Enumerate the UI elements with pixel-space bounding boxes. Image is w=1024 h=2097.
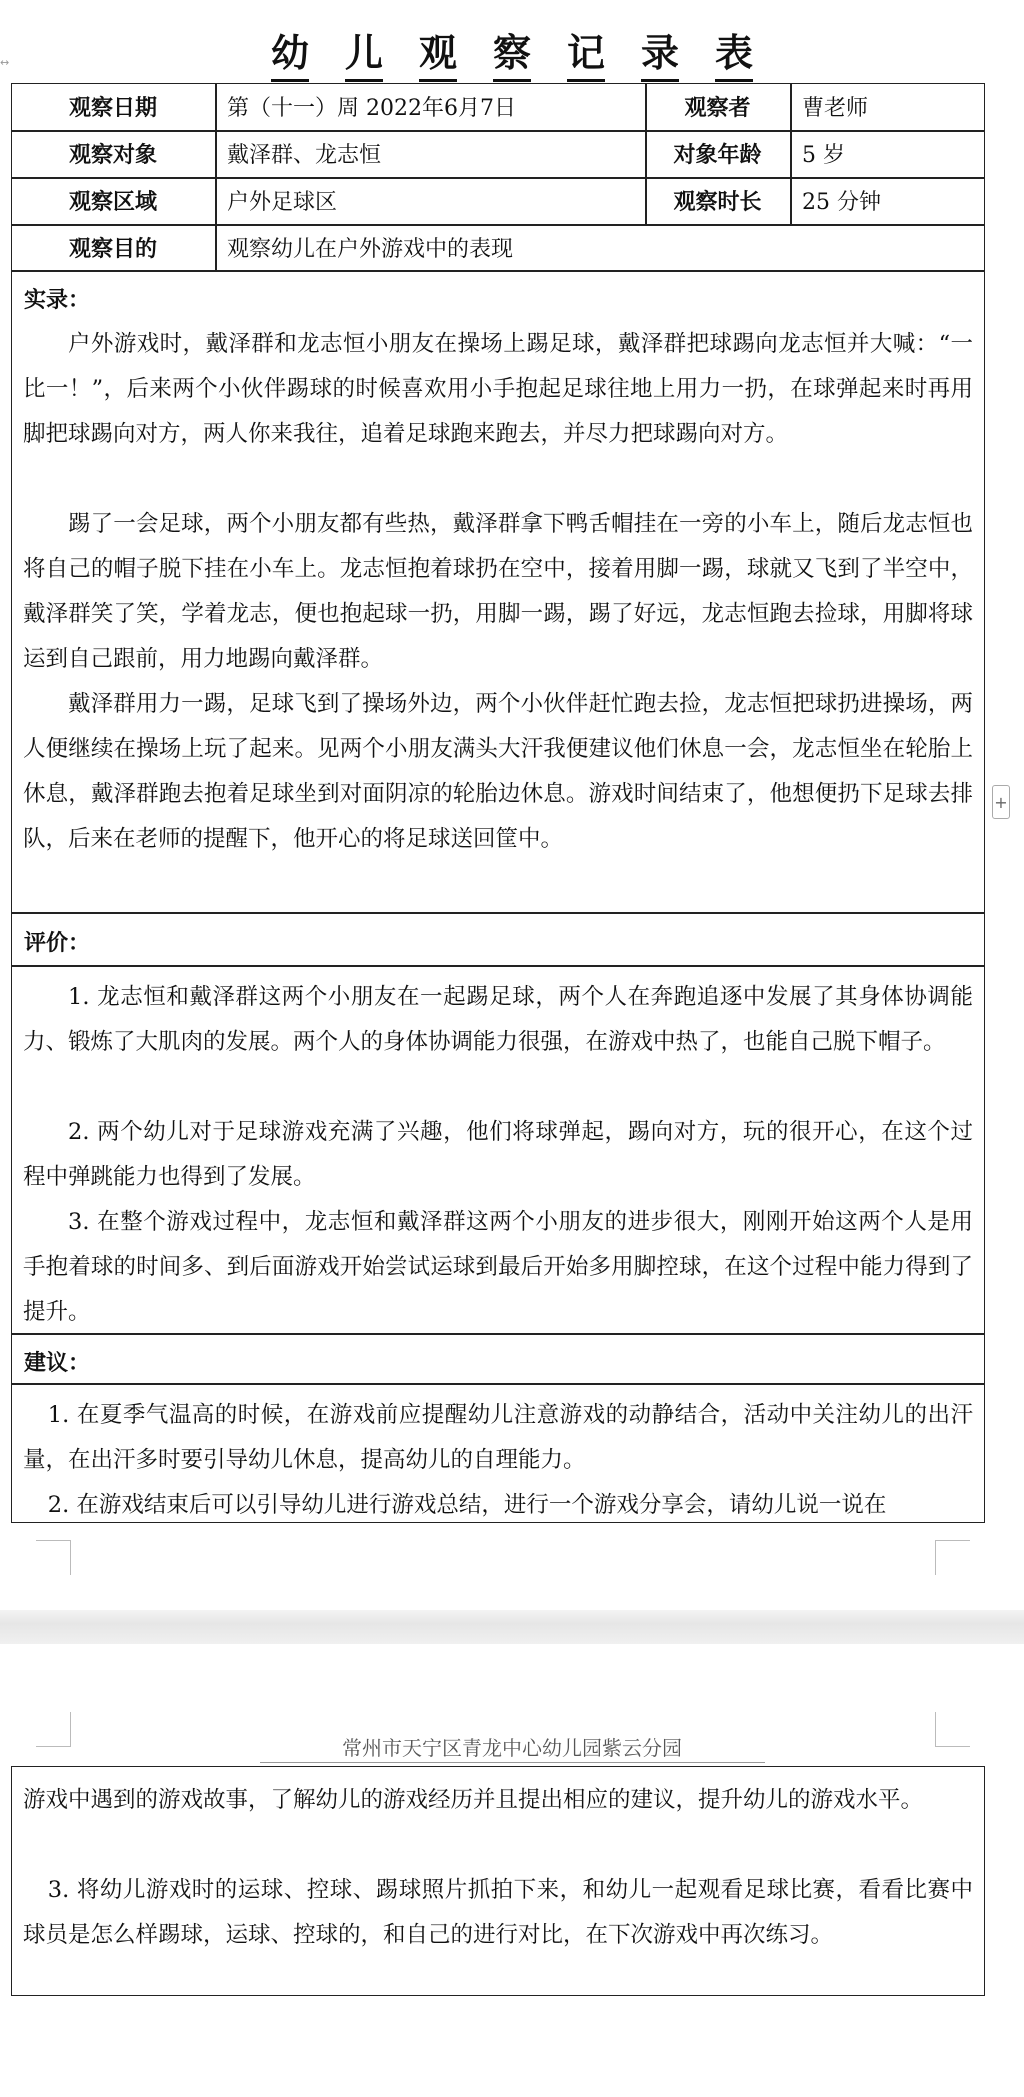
observer-value: 曹老师 <box>802 96 869 121</box>
observer-label: 观察者 <box>684 95 751 121</box>
document-page-2 <box>0 1644 1024 2097</box>
evaluation-paragraph: 3. 在整个游戏过程中，龙志恒和戴泽群这两个小朋友的进步很大，刚刚开始这两个人是用手抱着球的时间多、到后面游戏开始尝试运球到最后开始多用脚控球，在这个过程中能力得到了提升。 <box>23 1209 973 1325</box>
school-header: 常州市天宁区青龙中心幼儿园紫云分园 <box>342 1736 682 1760</box>
evaluation-paragraph: 2. 两个幼儿对于足球游戏充满了兴趣，他们将球弹起，踢向对方，玩的很开心，在这个过程中弹跳能力也得到了发展。 <box>23 1119 973 1190</box>
document-title <box>0 22 1024 82</box>
page-corner-mark <box>935 1540 970 1575</box>
suggestion-paragraph: 3. 将幼儿游戏时的运球、控球、踢球照片抓拍下来，和幼儿一起观看足球比赛，看看比赛中球员是怎么样踢球，运球、控球的，和自己的进行对比，在下次游戏中再次练习。 <box>23 1877 973 1948</box>
add-button[interactable]: + <box>992 785 1010 819</box>
observation-area-value: 户外足球区 <box>227 190 338 215</box>
observation-subject-label: 观察对象 <box>68 142 157 168</box>
subject-age-label: 对象年龄 <box>673 142 762 168</box>
observation-purpose-label: 观察目的 <box>68 235 157 262</box>
title-char: 表 <box>715 22 753 82</box>
observation-duration-label: 观察时长 <box>673 189 762 215</box>
title-char: 儿 <box>345 22 383 82</box>
title-char: 观 <box>419 22 457 82</box>
observation-area-label: 观察区域 <box>68 189 157 215</box>
evaluation-paragraph: 1. 龙志恒和戴泽群这两个小朋友在一起踢足球，两个人在奔跑追逐中发展了其身体协调能力、锻炼了大肌肉的发展。两个人的身体协调能力很强，在游戏中热了，也能自己脱下帽子。 <box>23 984 973 1055</box>
suggestion-section-title: 建议： <box>24 1350 91 1376</box>
suggestion-paragraph-continued: 游戏中遇到的游戏故事，了解幼儿的游戏经历并且提出相应的建议，提升幼儿的游戏水平。 <box>23 1787 924 1813</box>
page-corner-mark <box>36 1540 71 1575</box>
title-char: 幼 <box>271 22 309 82</box>
observation-date-value: 第（十一）周 2022年6月7日 <box>227 96 516 121</box>
subject-age-value: 5 岁 <box>802 143 845 168</box>
observation-purpose-value: 观察幼儿在户外游戏中的表现 <box>227 236 514 262</box>
record-paragraph: 户外游戏时，戴泽群和龙志恒小朋友在操场上踢足球，戴泽群把球踢向龙志恒并大喊：“一比一！”，后来两个小伙伴踢球的时候喜欢用小手抱起足球往地上用力一扔，在球弹起来时再用脚把球踢向对方，两人你来我往，追着足球跑来跑去，并尽力把球踢向对方。 <box>23 331 973 447</box>
title-char: 察 <box>493 22 531 82</box>
record-paragraph: 戴泽群用力一踢，足球飞到了操场外边，两个小伙伴赶忙跑去捡，龙志恒把球扔进操场，两人便继续在操场上玩了起来。见两个小朋友满头大汗我便建议他们休息一会，龙志恒坐在轮胎上休息，戴泽群跑去抱着足球坐到对面阴凉的轮胎边休息。游戏时间结束了，他想便扔下足球去排队，后来在老师的提醒下，他开心的将足球送回筐中。 <box>23 691 973 852</box>
title-char: 记 <box>567 22 605 82</box>
page-gap <box>0 1610 1024 1644</box>
suggestion-paragraph: 2. 在游戏结束后可以引导幼儿进行游戏总结，进行一个游戏分享会，请幼儿说一说在 <box>47 1492 887 1518</box>
title-char: 录 <box>641 22 679 82</box>
observation-duration-value: 25 分钟 <box>802 190 881 215</box>
record-paragraph: 踢了一会足球，两个小朋友都有些热，戴泽群拿下鸭舌帽挂在一旁的小车上，随后龙志恒也将自己的帽子脱下挂在小车上。龙志恒抱着球扔在空中，接着用脚一踢，球就又飞到了半空中，戴泽群笑了笑，学着龙志，便也抱起球一扔，用脚一踢，踢了好远，龙志恒跑去捡球，用脚将球运到自己跟前，用力地踢向戴泽群。 <box>23 511 973 672</box>
observation-subject-value: 戴泽群、龙志恒 <box>227 143 382 168</box>
evaluation-section-title: 评价： <box>24 930 91 956</box>
suggestion-paragraph: 1. 在夏季气温高的时候，在游戏前应提醒幼儿注意游戏的动静结合，活动中关注幼儿的出汗量，在出汗多时要引导幼儿休息，提高幼儿的自理能力。 <box>23 1402 973 1473</box>
record-section-title: 实录： <box>24 287 91 313</box>
observation-date-label: 观察日期 <box>68 95 157 121</box>
margin-marker-icon: ↔ <box>0 56 10 69</box>
